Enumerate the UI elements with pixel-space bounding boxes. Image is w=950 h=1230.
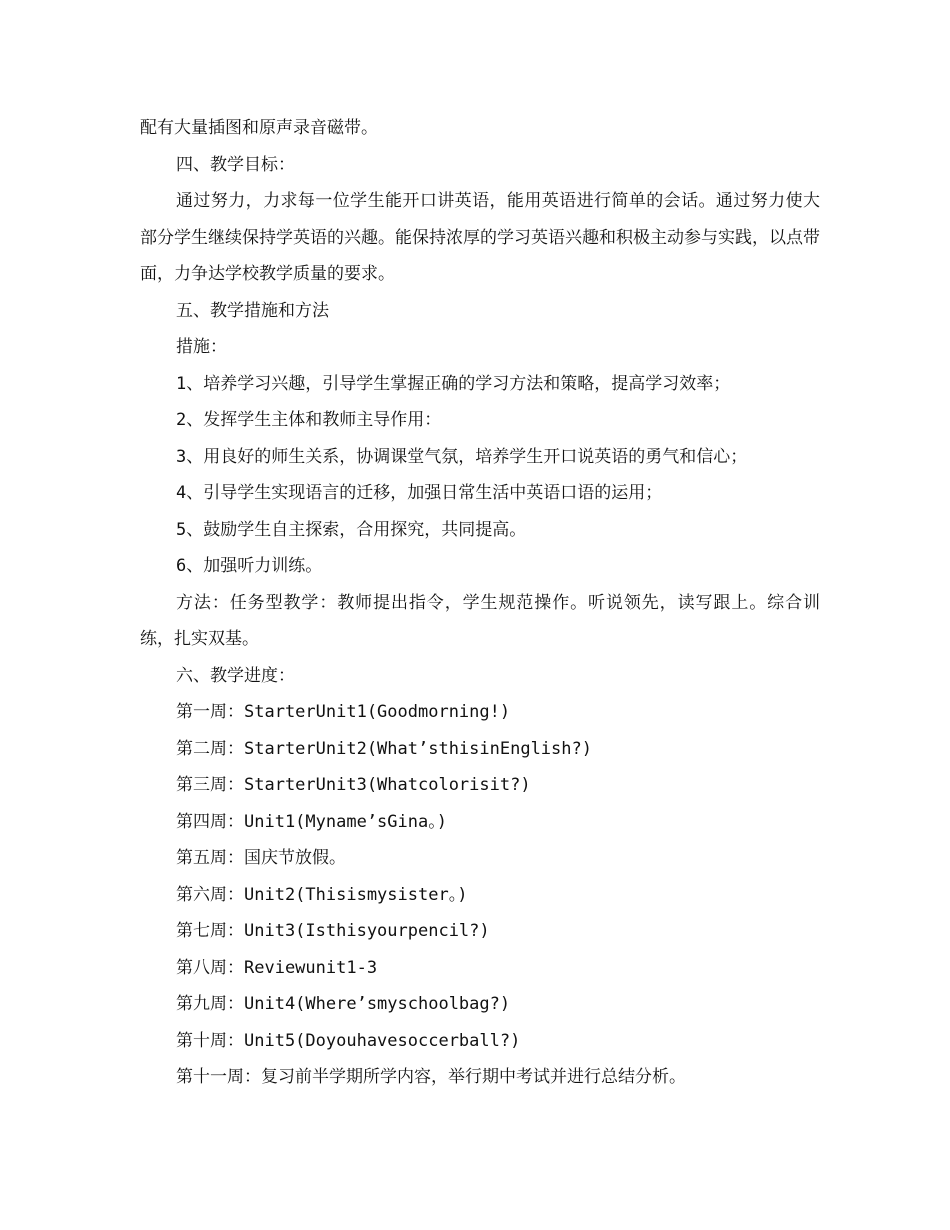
schedule-week-11: 第十一周：复习前半学期所学内容，举行期中考试并进行总结分析。 — [176, 1067, 686, 1087]
measure-item-2: 2、发挥学生主体和教师主导作用： — [176, 410, 442, 430]
measure-item-1: 1、培养学习兴趣，引导学生掌握正确的学习方法和策略，提高学习效率； — [176, 373, 731, 394]
paragraph-teaching-goals: 通过努力，力求每一位学生能开口讲英语，能用英语进行简单的会话。通过努力使大部分学生继续保持学英语的兴趣。能保持浓厚的学习英语兴趣和积极主动参与实践，以点带面，力争达学校教学质量的要求。 — [140, 191, 820, 284]
heading-measures-methods: 五、教学措施和方法 — [176, 300, 329, 321]
measure-item-3: 3、用良好的师生关系，协调课堂气氛，培养学生开口说英语的勇气和信心； — [176, 446, 748, 467]
paragraph-materials: 配有大量插图和原声录音磁带。 — [140, 118, 378, 138]
measure-item-6: 6、加强听力训练。 — [176, 556, 323, 576]
schedule-week-9: 第九周：Unit4(Where’smyschoolbag?) — [176, 994, 511, 1014]
schedule-week-7: 第七周：Unit3(Isthisyourpencil?) — [176, 921, 490, 941]
schedule-week-4: 第四周：Unit1(Myname’sGina。) — [176, 811, 447, 832]
measure-item-4: 4、引导学生实现语言的迁移，加强日常生活中英语口语的运用； — [176, 483, 663, 503]
document-body — [140, 110, 820, 1096]
schedule-week-8: 第八周：Reviewunit1-3 — [176, 957, 378, 978]
schedule-week-1: 第一周：StarterUnit1(Goodmorning!) — [176, 702, 511, 722]
schedule-week-3: 第三周：StarterUnit3(Whatcolorisit?) — [176, 775, 531, 795]
label-measures: 措施： — [176, 337, 227, 357]
schedule-week-5: 第五周：国庆节放假。 — [176, 848, 346, 868]
heading-schedule: 六、教学进度： — [176, 665, 295, 686]
schedule-week-2: 第二周：StarterUnit2(What’sthisinEnglish?) — [176, 738, 592, 759]
measure-item-5: 5、鼓励学生自主探索，合用探究，共同提高。 — [176, 519, 527, 540]
schedule-week-6: 第六周：Unit2(Thisismysister。) — [176, 884, 468, 905]
paragraph-methods: 方法：任务型教学：教师提出指令，学生规范操作。听说领先，读写跟上。综合训练，扎实双基。 — [140, 592, 820, 649]
heading-teaching-goals: 四、教学目标： — [176, 154, 295, 175]
schedule-week-10: 第十周：Unit5(Doyouhavesoccerball?) — [176, 1030, 521, 1051]
